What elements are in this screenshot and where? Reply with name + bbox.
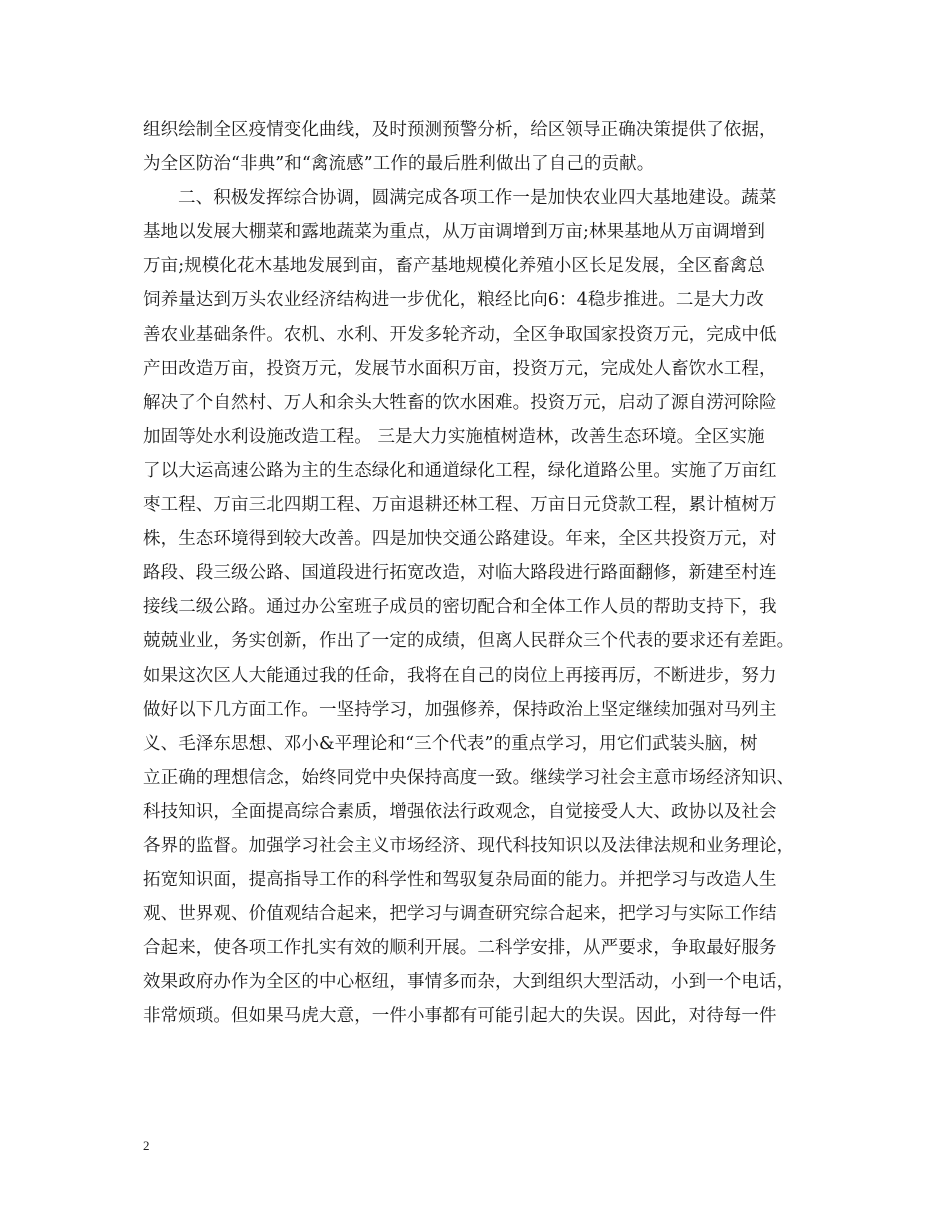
text-line: 枣工程、万亩三北四期工程、万亩退耕还林工程、万亩日元贷款工程，累计植树万 xyxy=(143,495,777,516)
text-line: 各界的监督。加强学习社会主义市场经济、现代科技知识以及法律法规和业务理论， xyxy=(143,835,795,856)
text-line: 为全区防治“非典”和“禽流感”工作的最后胜利做出了自己的贡献。 xyxy=(143,154,655,175)
text-line: 饲养量达到万头农业经济结构进一步优化，粮经比向6：4稳步推进。二是大力改 xyxy=(143,290,764,311)
text-line: 基地以发展大棚菜和露地蔬菜为重点，从万亩调增到万亩;林果基地从万亩调增到 xyxy=(143,222,765,243)
body-text xyxy=(143,113,823,1034)
text-line: 解决了个自然村、万人和余头大牲畜的饮水困难。投资万元，启动了源自涝河除险 xyxy=(143,392,777,413)
text-line: 观、世界观、价值观结合起来，把学习与调查研究综合起来，把学习与实际工作结 xyxy=(143,904,777,925)
text-line: 合起来，使各项工作扎实有效的顺利开展。二科学安排，从严要求，争取最好服务 xyxy=(143,938,777,959)
text-line: 立正确的理想信念，始终同党中央保持高度一致。继续学习社会主意市场经济知识、 xyxy=(143,767,795,788)
text-line: 效果政府办作为全区的中心枢纽，事情多而杂，大到组织大型活动，小到一个电话， xyxy=(143,972,795,993)
page-number: 2 xyxy=(143,1138,150,1153)
text-line: 拓宽知识面，提高指导工作的科学性和驾驭复杂局面的能力。并把学习与改造人生 xyxy=(143,870,777,891)
text-line: 二、积极发挥综合协调，圆满完成各项工作一是加快农业四大基地建设。蔬菜 xyxy=(178,188,777,209)
text-line: 加固等处水利设施改造工程。 三是大力实施植树造林，改善生态环境。全区实施 xyxy=(143,426,765,447)
text-line: 做好以下几方面工作。一坚持学习，加强修养，保持政治上坚定继续加强对马列主 xyxy=(143,699,777,720)
text-line: 了以大运高速公路为主的生态绿化和通道绿化工程，绿化道路公里。实施了万亩红 xyxy=(143,460,777,481)
text-line: 组织绘制全区疫情变化曲线，及时预测预警分析，给区领导正确决策提供了依据， xyxy=(143,120,777,140)
text-line: 兢兢业业，务实创新，作出了一定的成绩，但离人民群众三个代表的要求还有差距。 xyxy=(143,631,795,652)
text-line: 善农业基础条件。农机、水利、开发多轮齐动，全区争取国家投资万元，完成中低 xyxy=(143,324,777,345)
text-line: 科技知识，全面提高综合素质，增强依法行政观念，自觉接受人大、政协以及社会 xyxy=(143,801,777,822)
text-line: 如果这次区人大能通过我的任命，我将在自己的岗位上再接再厉，不断进步，努力 xyxy=(143,665,777,686)
text-line: 产田改造万亩，投资万元，发展节水面积万亩，投资万元，完成处人畜饮水工程， xyxy=(143,358,777,379)
text-line: 万亩;规模化花木基地发展到亩，畜产基地规模化养殖小区长足发展，全区畜禽总 xyxy=(143,256,765,277)
text-line: 株，生态环境得到较大改善。四是加快交通公路建设。年来，全区共投资万元，对 xyxy=(143,529,777,550)
text-line: 接线二级公路。通过办公室班子成员的密切配合和全体工作人员的帮助支持下，我 xyxy=(143,597,777,618)
text-line: 路段、段三级公路、国道段进行拓宽改造，对临大路段进行路面翻修，新建至村连 xyxy=(143,563,777,584)
text-line: 义、毛泽东思想、邓小&平理论和“三个代表”的重点学习，用它们武装头脑，树 xyxy=(143,733,758,754)
text-line: 非常烦琐。但如果马虎大意，一件小事都有可能引起大的失误。因此，对待每一件 xyxy=(143,1006,777,1027)
